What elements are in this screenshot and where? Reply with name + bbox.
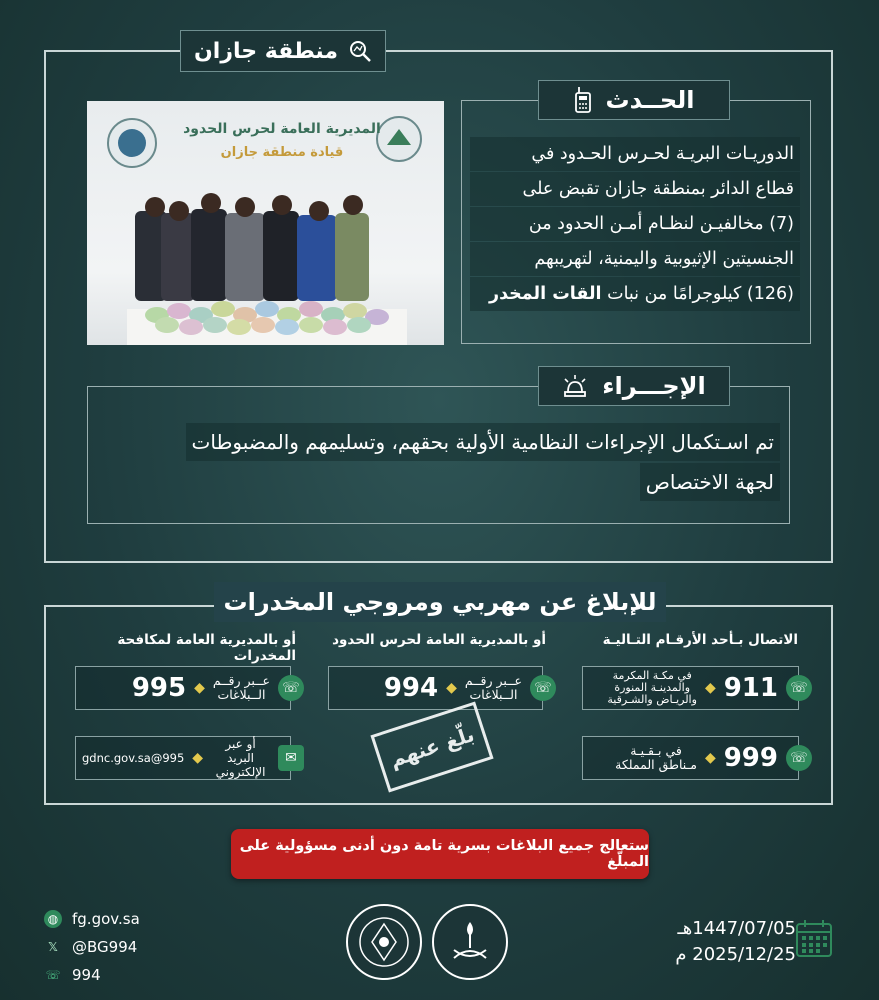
chevron-icon: ◆: [704, 750, 716, 766]
call-911-card[interactable]: [582, 666, 808, 710]
action-line-2: لجهة الاختصاص: [640, 463, 780, 501]
phone-icon: ☏: [278, 675, 304, 701]
action-header-label: الإجـــراء: [602, 372, 706, 400]
card-995-label-1: عــبر رقــم: [212, 673, 270, 688]
email-icon: ✉: [278, 745, 304, 771]
event-line-5-prefix: (126) كيلوجرامًا من نبات: [607, 284, 794, 304]
radio-icon: [574, 87, 592, 113]
chevron-icon: ◆: [194, 680, 205, 696]
report-title: للإبلاغ عن مهربي ومروجي المخدرات: [214, 582, 666, 622]
confidentiality-banner: ستعالج جميع البلاغات بسرية تامة دون أدنى مسؤولية على المبلّغ: [231, 829, 649, 879]
event-header-label: الحــدث: [605, 86, 695, 114]
globe-icon: ◍: [44, 910, 62, 928]
call-995-card[interactable]: [75, 666, 300, 710]
hijri-date: 1447/07/05هـ: [677, 918, 796, 939]
photo-sign-subtitle: قيادة منطقة جازان: [220, 145, 344, 160]
phone-icon: ☏: [530, 675, 556, 701]
chevron-icon: ◆: [192, 750, 204, 766]
footer-links: [44, 905, 140, 989]
event-line-5-bold: القات المخدر: [489, 284, 602, 304]
number-911: 911: [723, 673, 778, 703]
action-header: [538, 366, 730, 406]
border-guard-logo-icon: [356, 914, 412, 970]
chevron-icon: ◆: [446, 680, 457, 696]
magnifier-seal-icon: [348, 39, 372, 63]
saudi-emblem: [432, 904, 508, 980]
card-995-label-2: الــبلاغات: [217, 687, 266, 702]
number-995: 995: [131, 673, 187, 703]
card-email-label-2: الإلكتروني: [215, 765, 266, 779]
action-description: [100, 423, 780, 503]
phone-icon: ☏: [786, 745, 812, 771]
region-title: منطقة جازان: [194, 38, 338, 64]
col-title-border-guard: أو بالمديرية العامة لحرس الحدود: [332, 632, 546, 648]
col-title-numbers: الاتصال بـأحد الأرقـام التـاليـة: [602, 632, 798, 648]
event-header: [538, 80, 730, 120]
action-line-1: تم اسـتكمال الإجراءات النظامية الأولية بحقهم، وتسليمهم والمضبوطات: [186, 423, 780, 461]
gregorian-date: 2025/12/25 م: [675, 944, 796, 965]
event-line-2: قطاع الدائر بمنطقة جازان تقبض على: [470, 172, 800, 206]
event-line-3: (7) مخالفيـن لنظـام أمـن الحدود من: [470, 207, 800, 241]
card-999-label-2: مـناطق المملكة: [615, 757, 697, 772]
card-999-label-1: في بـقـيـة: [630, 743, 682, 758]
x-icon: 𝕏: [48, 940, 58, 954]
calendar-icon: [795, 918, 833, 958]
dates: [618, 916, 796, 968]
phone-icon: ☏: [45, 968, 61, 982]
photo-sign-title: المديرية العامة لحرس الحدود: [183, 121, 381, 137]
photo-seized-items: [87, 101, 444, 345]
card-email-label-1: أو عبر البريد: [225, 737, 256, 765]
call-999-card[interactable]: [582, 736, 808, 780]
region-tag: [180, 30, 386, 72]
number-999: 999: [723, 743, 778, 773]
number-994: 994: [383, 673, 439, 703]
website-link[interactable]: [44, 905, 140, 933]
palm-swords-icon: [442, 914, 498, 970]
event-description: [470, 137, 800, 312]
email-address[interactable]: 995@gdnc.gov.sa: [82, 751, 185, 765]
border-guard-emblem: [346, 904, 422, 980]
x-link[interactable]: [44, 933, 140, 961]
report-stamp: بلّغ عنهم: [370, 701, 493, 792]
siren-icon: [562, 374, 588, 398]
call-994-card[interactable]: [328, 666, 552, 710]
footer-phone-text: 994: [72, 966, 101, 984]
event-line-1: الدوريـات البريـة لحـرس الحـدود في: [470, 137, 800, 171]
website-text: fg.gov.sa: [72, 910, 140, 928]
card-911-label-2: والمدينـة المنورة: [614, 681, 691, 694]
card-994-label-2: الــبلاغات: [469, 687, 518, 702]
chevron-icon: ◆: [704, 680, 716, 696]
card-994-label-1: عــبر رقــم: [464, 673, 522, 688]
phone-icon: ☏: [786, 675, 812, 701]
card-911-label-1: في مكـة المكرمة: [612, 669, 692, 682]
card-911-label-3: والريـاض والشـرقية: [607, 693, 697, 706]
x-handle-text: @BG994: [72, 938, 138, 956]
event-line-5: [470, 277, 800, 311]
event-line-4: الجنسيتين الإثيوبية واليمنية، لتهريبهم: [470, 242, 800, 276]
col-title-narcotics: أو بالمديرية العامة لمكافحة المخدرات: [117, 632, 296, 664]
phone-link[interactable]: [44, 961, 140, 989]
email-card[interactable]: [75, 736, 297, 780]
